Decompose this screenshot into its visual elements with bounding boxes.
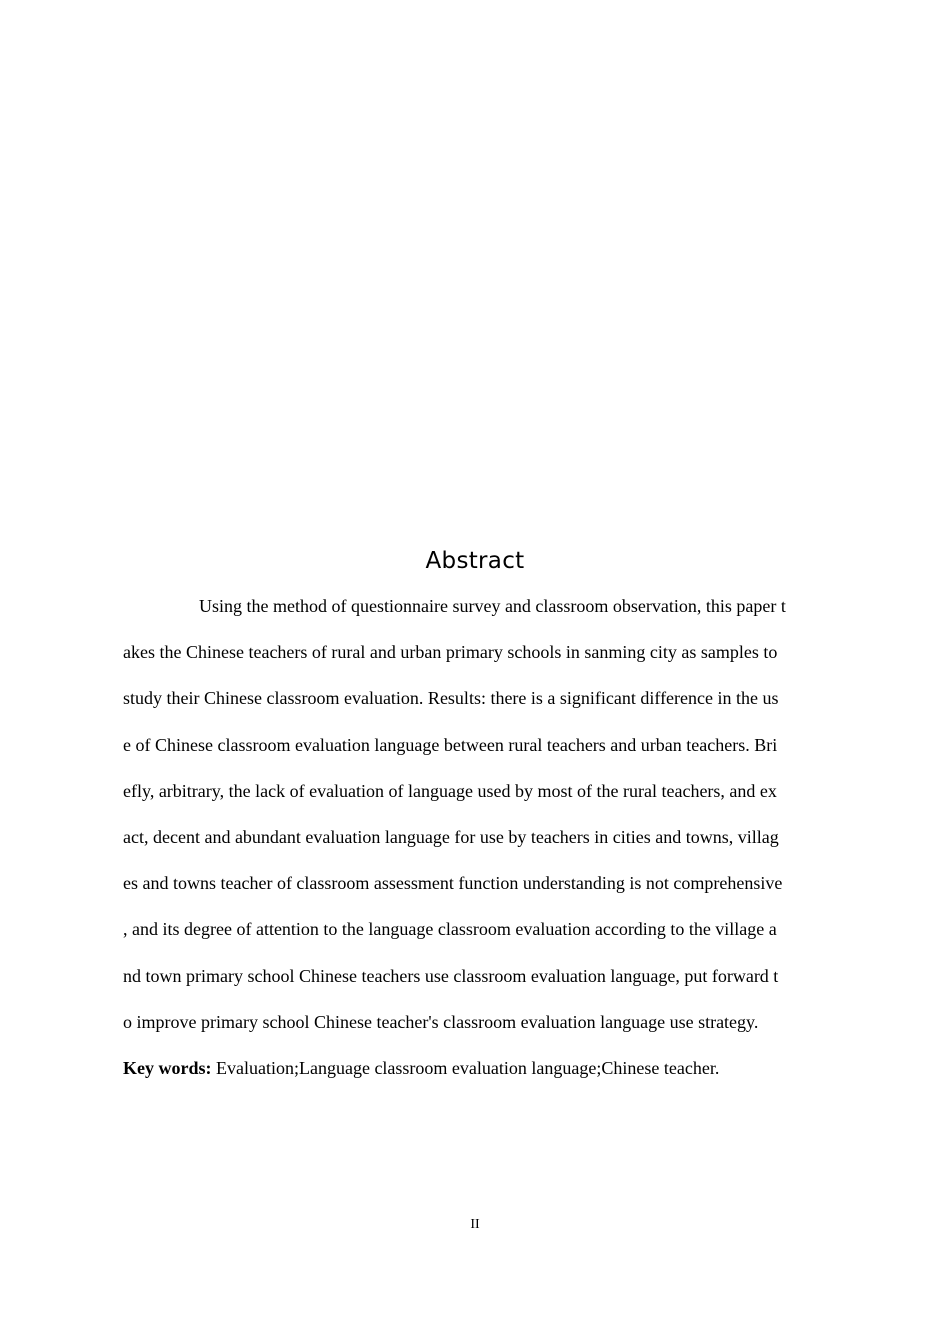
abstract-line: act, decent and abundant evaluation language for use by teachers in cities and towns, villag	[123, 826, 779, 847]
abstract-line: , and its degree of attention to the language classroom evaluation according to the village a	[123, 919, 777, 940]
page-number: II	[470, 1217, 480, 1232]
abstract-line: efly, arbitrary, the lack of evaluation of language used by most of the rural teachers, and ex	[123, 780, 777, 801]
abstract-line: o improve primary school Chinese teacher's classroom evaluation language use strategy.	[123, 1011, 759, 1032]
abstract-line: Using the method of questionnaire survey and classroom observation, this paper t	[199, 596, 786, 616]
keywords-paragraph	[123, 1052, 833, 1085]
abstract-title: Abstract	[425, 548, 525, 574]
abstract-line: nd town primary school Chinese teachers use classroom evaluation language, put forward t	[123, 965, 779, 986]
keywords-label: Key words:	[123, 1058, 212, 1078]
abstract-line: akes the Chinese teachers of rural and urban primary schools in sanming city as samples to	[123, 642, 778, 663]
abstract-line: e of Chinese classroom evaluation language between rural teachers and urban teachers. Bri	[123, 734, 778, 755]
abstract-line: es and towns teacher of classroom assessment function understanding is not comprehensive	[123, 873, 783, 894]
keywords-text: Evaluation;Language classroom evaluation language;Chinese teacher.	[211, 1058, 720, 1078]
abstract-body	[123, 590, 833, 1052]
abstract-line: study their Chinese classroom evaluation. Results: there is a significant difference in the us	[123, 688, 779, 709]
